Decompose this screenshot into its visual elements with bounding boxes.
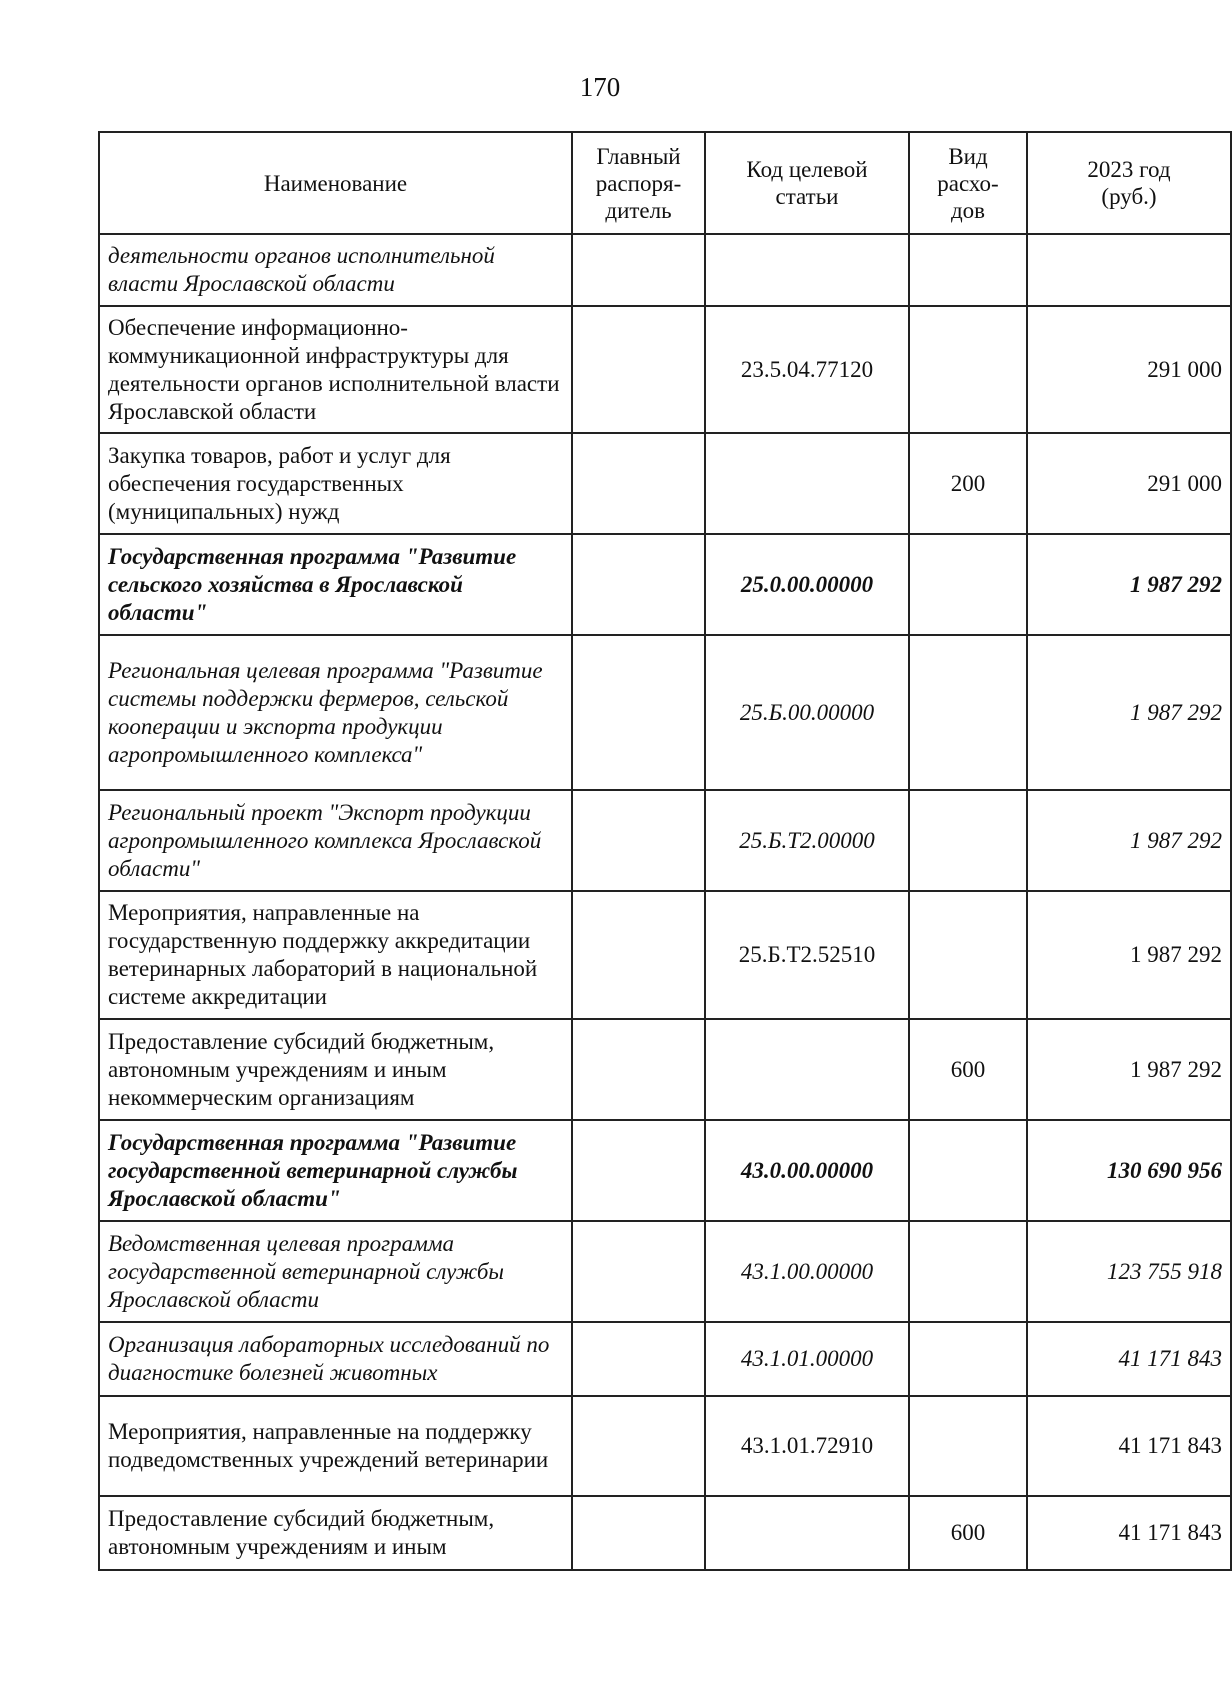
row-type — [909, 891, 1027, 1019]
row-code: 43.0.00.00000 — [705, 1120, 909, 1221]
row-code: 25.0.00.00000 — [705, 534, 909, 635]
table-row — [99, 1396, 1231, 1496]
row-sum: 291 000 — [1027, 433, 1231, 534]
row-code: 23.5.04.77120 — [705, 306, 909, 433]
row-manager — [572, 1019, 705, 1120]
row-name: Государственная программа "Развитие сельского хозяйства в Ярославской области" — [99, 534, 572, 635]
row-manager — [572, 234, 705, 306]
row-name: Предоставление субсидий бюджетным, автономным учреждениям и иным некоммерческим организациям — [99, 1019, 572, 1120]
row-name: Закупка товаров, работ и услуг для обеспечения государственных (муниципальных) нужд — [99, 433, 572, 534]
row-name: Ведомственная целевая программа государственной ветеринарной службы Ярославской области — [99, 1221, 572, 1322]
row-manager — [572, 1396, 705, 1496]
row-sum: 1 987 292 — [1027, 1019, 1231, 1120]
row-name: Организация лабораторных исследований по диагностике болезней животных — [99, 1322, 572, 1396]
row-type: 600 — [909, 1019, 1027, 1120]
row-name: Региональный проект "Экспорт продукции агропромышленного комплекса Ярославской области" — [99, 790, 572, 891]
row-type — [909, 1221, 1027, 1322]
row-sum: 1 987 292 — [1027, 534, 1231, 635]
row-code — [705, 1496, 909, 1570]
row-type — [909, 635, 1027, 790]
row-manager — [572, 433, 705, 534]
table-row — [99, 234, 1231, 306]
row-name: Региональная целевая программа "Развитие системы поддержки фермеров, сельской кооперации и экспорта продукции агропромышленного комплекса" — [99, 635, 572, 790]
row-manager — [572, 1322, 705, 1396]
row-code — [705, 433, 909, 534]
row-type — [909, 234, 1027, 306]
row-sum: 41 171 843 — [1027, 1396, 1231, 1496]
table-row — [99, 433, 1231, 534]
row-code: 25.Б.Т2.52510 — [705, 891, 909, 1019]
row-code — [705, 234, 909, 306]
row-type — [909, 306, 1027, 433]
row-type: 600 — [909, 1496, 1027, 1570]
row-sum: 130 690 956 — [1027, 1120, 1231, 1221]
row-type — [909, 534, 1027, 635]
header-name: Наименование — [99, 132, 572, 234]
row-sum: 1 987 292 — [1027, 635, 1231, 790]
header-type: Вид расхо- дов — [909, 132, 1027, 234]
table-row — [99, 1120, 1231, 1221]
row-name: деятельности органов исполнительной власти Ярославской области — [99, 234, 572, 306]
table-row — [99, 891, 1231, 1019]
table-row — [99, 1322, 1231, 1396]
row-code: 25.Б.00.00000 — [705, 635, 909, 790]
row-sum: 1 987 292 — [1027, 891, 1231, 1019]
row-manager — [572, 1221, 705, 1322]
page-number: 170 — [579, 72, 621, 102]
row-sum: 291 000 — [1027, 306, 1231, 433]
row-code: 43.1.01.72910 — [705, 1396, 909, 1496]
row-name: Предоставление субсидий бюджетным, автономным учреждениям и иным — [99, 1496, 572, 1570]
row-type — [909, 1120, 1027, 1221]
row-manager — [572, 790, 705, 891]
row-manager — [572, 306, 705, 433]
row-type — [909, 790, 1027, 891]
row-name: Мероприятия, направленные на поддержку подведомственных учреждений ветеринарии — [99, 1396, 572, 1496]
row-manager — [572, 534, 705, 635]
row-type — [909, 1396, 1027, 1496]
row-name: Государственная программа "Развитие государственной ветеринарной службы Ярославской области" — [99, 1120, 572, 1221]
table-row — [99, 790, 1231, 891]
header-manager: Главный распоря- дитель — [572, 132, 705, 234]
row-manager — [572, 1496, 705, 1570]
row-code: 43.1.01.00000 — [705, 1322, 909, 1396]
table-row — [99, 1496, 1231, 1570]
table-row — [99, 1221, 1231, 1322]
row-manager — [572, 635, 705, 790]
row-manager — [572, 1120, 705, 1221]
table-row — [99, 635, 1231, 790]
table-row — [99, 1019, 1231, 1120]
row-manager — [572, 891, 705, 1019]
row-type — [909, 1322, 1027, 1396]
table-header-row — [99, 132, 1231, 234]
row-sum: 41 171 843 — [1027, 1322, 1231, 1396]
row-code: 25.Б.Т2.00000 — [705, 790, 909, 891]
header-sum: 2023 год (руб.) — [1027, 132, 1231, 234]
table-row — [99, 306, 1231, 433]
budget-table — [98, 131, 1232, 1571]
row-type: 200 — [909, 433, 1027, 534]
row-sum: 123 755 918 — [1027, 1221, 1231, 1322]
row-sum — [1027, 234, 1231, 306]
table-row — [99, 534, 1231, 635]
row-sum: 1 987 292 — [1027, 790, 1231, 891]
row-name: Мероприятия, направленные на государственную поддержку аккредитации ветеринарных лабораторий в национальной системе аккредитации — [99, 891, 572, 1019]
row-code: 43.1.00.00000 — [705, 1221, 909, 1322]
row-code — [705, 1019, 909, 1120]
row-name: Обеспечение информационно-коммуникационной инфраструктуры для деятельности органов исполнительной власти Ярославской области — [99, 306, 572, 433]
row-sum: 41 171 843 — [1027, 1496, 1231, 1570]
header-code: Код целевой статьи — [705, 132, 909, 234]
